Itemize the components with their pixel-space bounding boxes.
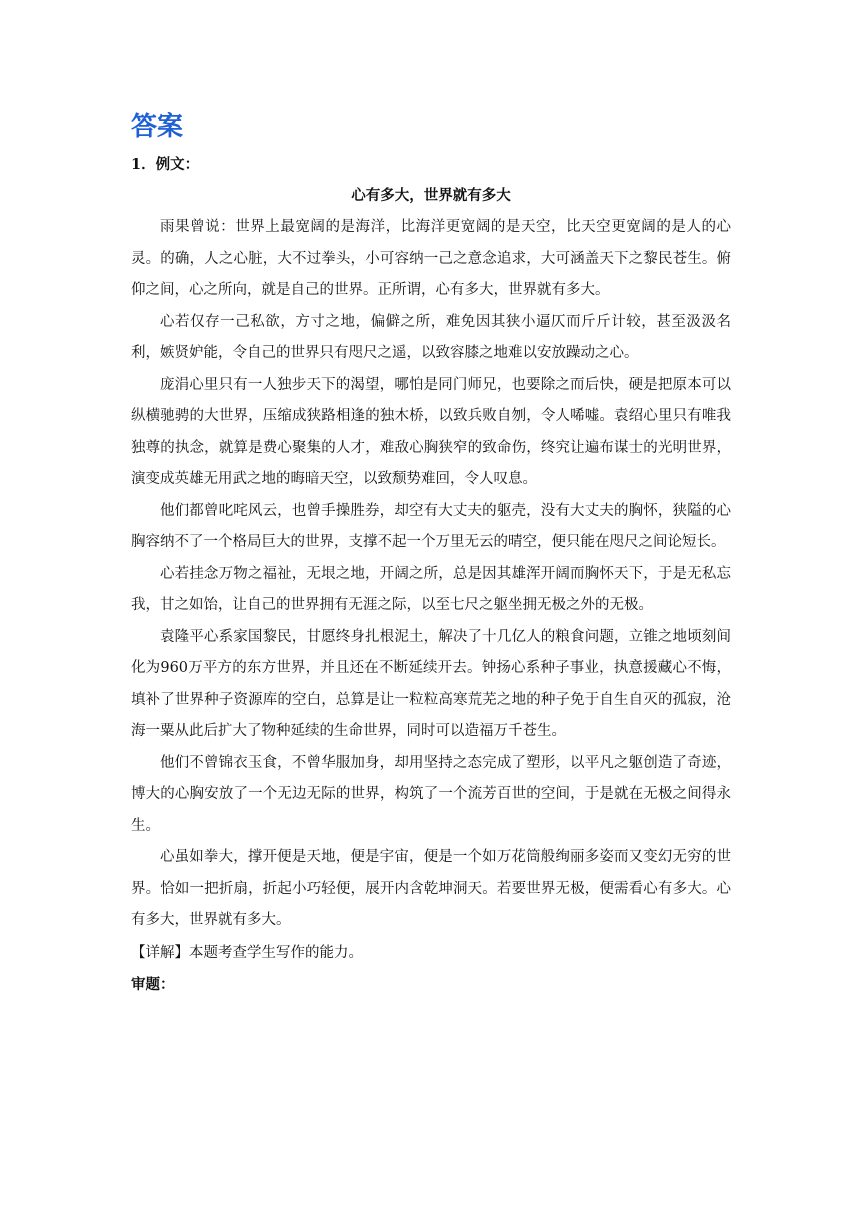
essay-paragraph: 他们都曾叱咤风云，也曾手操胜券，却空有大丈夫的躯壳，没有大丈夫的胸怀，狭隘的心胸容纳不了一个格局巨大的世界，支撑不起一个万里无云的晴空，便只能在咫尺之间论短长。 <box>131 502 731 550</box>
essay-paragraph: 他们不曾锦衣玉食，不曾华服加身，却用坚持之态完成了塑形，以平凡之躯创造了奇迹，博大的心胸安放了一个无边无际的世界，构筑了一个流芳百世的空间，于是就在无极之间得永生。 <box>131 754 731 834</box>
section-label-shenti: 审题： <box>131 975 175 993</box>
detail-line: 【详解】本题考查学生写作的能力。 <box>131 944 363 961</box>
question-label: 1．例文： <box>131 156 200 173</box>
essay-paragraph: 心若挂念万物之福祉，无垠之地，开阔之所，总是因其雄浑开阔而胸怀天下，于是无私忘我，甘之如饴，让自己的世界拥有无涯之际，以至七尺之躯坐拥无极之外的无极。 <box>131 565 731 613</box>
essay-paragraph: 雨果曾说：世界上最宽阔的是海洋，比海洋更宽阔的是天空，比天空更宽阔的是人的心灵。的确，人之心脏，大不过拳头，小可容纳一己之意念追求，大可涵盖天下之黎民苍生。俯仰之间，心之所向，就是自己的世界。正所谓，心有多大，世界就有多大。 <box>131 219 731 298</box>
essay-title: 心有多大，世界就有多大 <box>351 187 511 204</box>
essay-paragraph: 庞涓心里只有一人独步天下的渴望，哪怕是同门师兄，也要除之而后快，硬是把原本可以纵横驰骋的大世界，压缩成狭路相逢的独木桥，以致兵败自刎，令人唏嘘。袁绍心里只有唯我独尊的执念，就算是费心聚集的人才，难敌心胸狭窄的致命伤，终究让遍布谋士的光明世界，演变成英雄无用武之地的晦暗天空，以致颓势难回，令人叹息。 <box>131 376 731 487</box>
essay-paragraph: 心若仅存一己私欲，方寸之地，偏僻之所，难免因其狭小逼仄而斤斤计较，甚至汲汲名利，嫉贤妒能，令自己的世界只有咫尺之遥，以致容膝之地难以安放躁动之心。 <box>131 313 731 361</box>
answer-heading: 答案 <box>131 112 184 142</box>
answer-page <box>131 110 731 1001</box>
essay-paragraph: 袁隆平心系家国黎民，甘愿终身扎根泥土，解决了十几亿人的粮食问题，立锥之地顷刻间化为960万平方的东方世界，并且还在不断延续开去。钟扬心系种子事业，执意援藏心不悔，填补了世界种子资源库的空白，总算是让一粒粒高寒荒芜之地的种子免于自生自灭的孤寂，沧海一粟从此后扩大了物种延续的生命世界，同时可以造福万千苍生。 <box>131 628 731 739</box>
essay-paragraph: 心虽如拳大，撑开便是天地，便是宇宙，便是一个如万花筒般绚丽多姿而又变幻无穷的世界。恰如一把折扇，折起小巧轻便，展开内含乾坤洞天。若要世界无极，便需看心有多大。心有多大，世界就有多大。 <box>131 849 731 928</box>
